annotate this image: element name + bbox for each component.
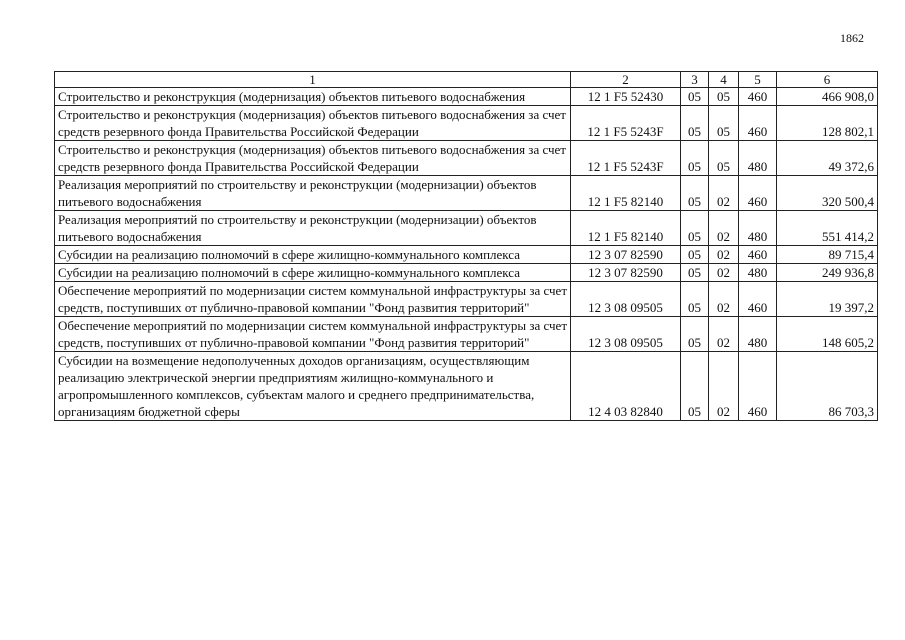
row-section-cell: 05 — [681, 211, 709, 246]
row-amount-cell: 128 802,1 — [777, 106, 878, 141]
table-row — [55, 211, 878, 246]
row-subsection-cell: 05 — [709, 106, 739, 141]
row-name-cell: Субсидии на реализацию полномочий в сфере жилищно-коммунального комплекса — [55, 246, 571, 264]
row-subsection-cell: 05 — [709, 88, 739, 106]
row-expense-type-cell: 460 — [739, 88, 777, 106]
row-section-cell: 05 — [681, 106, 709, 141]
header-col-6: 6 — [777, 72, 878, 88]
row-amount-cell: 49 372,6 — [777, 141, 878, 176]
row-expense-type-cell: 460 — [739, 176, 777, 211]
row-amount-cell: 320 500,4 — [777, 176, 878, 211]
row-section-cell: 05 — [681, 246, 709, 264]
row-section-cell: 05 — [681, 141, 709, 176]
row-code-cell: 12 1 F5 82140 — [571, 211, 681, 246]
row-code-cell: 12 1 F5 52430 — [571, 88, 681, 106]
row-section-cell: 05 — [681, 317, 709, 352]
row-code-cell: 12 3 07 82590 — [571, 264, 681, 282]
header-col-3: 3 — [681, 72, 709, 88]
table-row — [55, 264, 878, 282]
header-row — [55, 72, 878, 88]
row-amount-cell: 148 605,2 — [777, 317, 878, 352]
row-expense-type-cell: 480 — [739, 141, 777, 176]
table-row — [55, 176, 878, 211]
header-col-1: 1 — [55, 72, 571, 88]
header-col-2: 2 — [571, 72, 681, 88]
header-col-4: 4 — [709, 72, 739, 88]
row-section-cell: 05 — [681, 176, 709, 211]
row-subsection-cell: 05 — [709, 141, 739, 176]
row-amount-cell: 86 703,3 — [777, 352, 878, 421]
row-name-cell: Строительство и реконструкция (модернизация) объектов питьевого водоснабжения — [55, 88, 571, 106]
row-name-cell: Реализация мероприятий по строительству и реконструкции (модернизации) объектов питьевого водоснабжения — [55, 211, 571, 246]
row-subsection-cell: 02 — [709, 264, 739, 282]
row-subsection-cell: 02 — [709, 246, 739, 264]
row-section-cell: 05 — [681, 282, 709, 317]
row-code-cell: 12 1 F5 5243F — [571, 141, 681, 176]
table-row — [55, 246, 878, 264]
row-code-cell: 12 1 F5 5243F — [571, 106, 681, 141]
table-row — [55, 141, 878, 176]
row-expense-type-cell: 460 — [739, 352, 777, 421]
row-name-cell: Обеспечение мероприятий по модернизации систем коммунальной инфраструктуры за счет средств, поступивших от публично-правовой компании "Фонд развития территорий" — [55, 317, 571, 352]
row-section-cell: 05 — [681, 88, 709, 106]
row-name-cell: Строительство и реконструкция (модернизация) объектов питьевого водоснабжения за счет средств резервного фонда Правительства Российской Федерации — [55, 106, 571, 141]
row-code-cell: 12 3 08 09505 — [571, 317, 681, 352]
row-expense-type-cell: 480 — [739, 317, 777, 352]
row-section-cell: 05 — [681, 352, 709, 421]
row-code-cell: 12 3 08 09505 — [571, 282, 681, 317]
row-subsection-cell: 02 — [709, 352, 739, 421]
table-body — [55, 88, 878, 421]
row-subsection-cell: 02 — [709, 282, 739, 317]
row-name-cell: Реализация мероприятий по строительству и реконструкции (модернизации) объектов питьевого водоснабжения — [55, 176, 571, 211]
row-code-cell: 12 3 07 82590 — [571, 246, 681, 264]
row-name-cell: Субсидии на реализацию полномочий в сфере жилищно-коммунального комплекса — [55, 264, 571, 282]
budget-table — [54, 71, 878, 421]
row-code-cell: 12 1 F5 82140 — [571, 176, 681, 211]
table-row — [55, 352, 878, 421]
row-expense-type-cell: 460 — [739, 106, 777, 141]
table-row — [55, 88, 878, 106]
row-section-cell: 05 — [681, 264, 709, 282]
row-subsection-cell: 02 — [709, 211, 739, 246]
table-row — [55, 317, 878, 352]
row-expense-type-cell: 480 — [739, 211, 777, 246]
row-name-cell: Строительство и реконструкция (модернизация) объектов питьевого водоснабжения за счет средств резервного фонда Правительства Российской Федерации — [55, 141, 571, 176]
header-col-5: 5 — [739, 72, 777, 88]
table-row — [55, 282, 878, 317]
row-amount-cell: 89 715,4 — [777, 246, 878, 264]
row-subsection-cell: 02 — [709, 317, 739, 352]
row-amount-cell: 249 936,8 — [777, 264, 878, 282]
row-expense-type-cell: 460 — [739, 282, 777, 317]
page-number: 1862 — [840, 31, 864, 45]
table-row — [55, 106, 878, 141]
row-expense-type-cell: 480 — [739, 264, 777, 282]
row-name-cell: Обеспечение мероприятий по модернизации систем коммунальной инфраструктуры за счет средств, поступивших от публично-правовой компании "Фонд развития территорий" — [55, 282, 571, 317]
row-subsection-cell: 02 — [709, 176, 739, 211]
row-name-cell: Субсидии на возмещение недополученных доходов организациям, осуществляющим реализацию электрической энергии предприятиям жилищно-коммунального и агропромышленного комплексов, субъектам малого и среднего предпринимательства, организациям бюджетной сферы — [55, 352, 571, 421]
row-amount-cell: 466 908,0 — [777, 88, 878, 106]
row-expense-type-cell: 460 — [739, 246, 777, 264]
row-amount-cell: 19 397,2 — [777, 282, 878, 317]
row-amount-cell: 551 414,2 — [777, 211, 878, 246]
row-code-cell: 12 4 03 82840 — [571, 352, 681, 421]
